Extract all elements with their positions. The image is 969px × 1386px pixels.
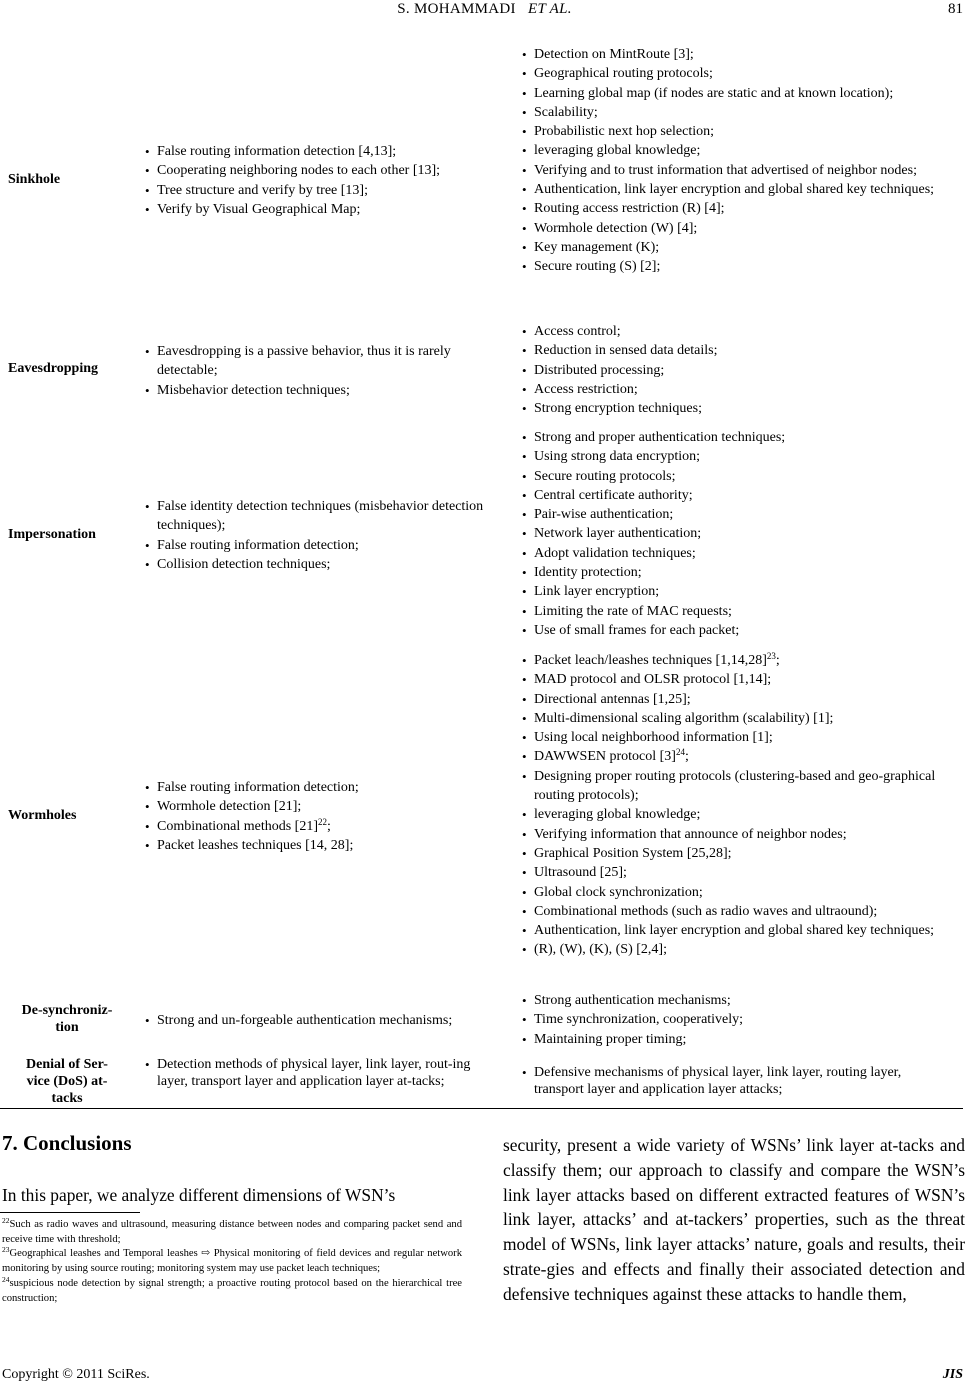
- list-item: • Reduction in sensed data details;: [522, 341, 952, 360]
- list-item: • Designing proper routing protocols (clustering-based and geo-graphical routing protocols);: [522, 767, 952, 806]
- attack-label-line: Denial of Ser-: [26, 1057, 108, 1072]
- page-number: 81: [948, 1, 963, 17]
- list-item: • Secure routing protocols;: [522, 467, 952, 486]
- list-item: • Access control;: [522, 322, 952, 341]
- footnote-text: suspicious node detection by signal strength; a proactive routing protocol based on the hierarchical tree construction;: [2, 1277, 462, 1304]
- footnote: [2, 1247, 462, 1276]
- list-item-tail: ;: [326, 818, 331, 834]
- list-item: • Verifying information that announce of neighbor nodes;: [522, 825, 952, 844]
- attack-label-text: Sinkhole: [8, 172, 61, 187]
- list-item-tail: ;: [775, 653, 780, 668]
- list-item: • False identity detection techniques (misbehavior detection techniques);: [145, 497, 500, 536]
- list-item: [145, 817, 500, 836]
- list-item: [522, 747, 952, 766]
- attack-label-wormholes: [8, 807, 126, 824]
- attack-label-line: vice (DoS) at-: [26, 1074, 108, 1089]
- list-item: • (R), (W), (K), (S) [2,4];: [522, 940, 952, 959]
- list-item: • Authentication, link layer encryption and global shared key techniques;: [522, 921, 952, 940]
- list-item: • Detection on MintRoute [3];: [522, 45, 952, 64]
- footnote-ref: 22: [317, 816, 327, 827]
- footnote: [2, 1218, 462, 1247]
- defense-list-desynchronization: [522, 991, 952, 1049]
- footnotes: [2, 1218, 462, 1306]
- attack-label-dos: [8, 1056, 126, 1107]
- journal-abbreviation: JIS: [942, 1367, 963, 1382]
- list-item: • Strong authentication mechanisms;: [522, 991, 952, 1010]
- list-item: • Scalability;: [522, 103, 952, 122]
- list-item: • Eavesdropping is a passive behavior, thus it is rarely detectable;: [145, 342, 500, 381]
- list-item-text: Combinational methods [21]: [157, 818, 318, 834]
- list-item: • Strong and proper authentication techniques;: [522, 428, 952, 447]
- list-item: • leveraging global knowledge;: [522, 141, 952, 160]
- footnote: [2, 1274, 462, 1306]
- section-heading: 7. Conclusions: [2, 1131, 132, 1155]
- list-item-tail: ;: [684, 749, 689, 765]
- detection-list-sinkhole: [145, 142, 500, 219]
- list-item: • Identity protection;: [522, 563, 952, 582]
- list-item: • Directional antennas [1,25];: [522, 690, 952, 709]
- body-paragraph-right: security, present a wide variety of WSNs’ link layer at-tacks and classify them; our approach to classify and compare the WSN’s link layer attacks based on different extracted features of WSN’s link layer, attacks’ and at-tackers’ properties, such as the threat model of WSNs, link layer attacks’ nature, goals and results, their strate-gies and effects and finally their associated detection and defensive techniques against these attacks to handle them,: [503, 1135, 965, 1304]
- copyright-notice: Copyright © 2011 SciRes.: [2, 1367, 150, 1382]
- list-item: • Wormhole detection (W) [4];: [522, 219, 952, 238]
- defense-list-dos: [522, 1064, 927, 1098]
- list-item: • Misbehavior detection techniques;: [145, 381, 500, 400]
- list-item: • Learning global map (if nodes are static and at known location);: [522, 84, 952, 103]
- list-item: • Central certificate authority;: [522, 486, 952, 505]
- defense-list-impersonation: [522, 428, 952, 640]
- list-item: • Combinational methods (such as radio waves and ultraound);: [522, 902, 952, 921]
- list-item: • Limiting the rate of MAC requests;: [522, 602, 952, 621]
- list-item-text: DAWWSEN protocol [3]: [534, 749, 676, 765]
- list-item: • False routing information detection;: [145, 778, 500, 797]
- list-item: • Global clock synchronization;: [522, 883, 952, 902]
- detection-list-wormholes: [145, 778, 500, 855]
- footnote-divider: [0, 1212, 140, 1213]
- list-item: • Link layer encryption;: [522, 582, 952, 601]
- list-item: • Graphical Position System [25,28];: [522, 844, 952, 863]
- list-item: • Verify by Visual Geographical Map;: [145, 200, 500, 219]
- footnote-number: 22: [2, 1216, 10, 1225]
- defense-list-sinkhole: [522, 45, 952, 277]
- list-item: • Tree structure and verify by tree [13];: [145, 181, 500, 200]
- attack-label-line: tacks: [51, 1091, 83, 1106]
- list-item: • Ultrasound [25];: [522, 863, 952, 882]
- footnote-number: 23: [2, 1245, 10, 1255]
- list-item: • Cooperating neighboring nodes to each other [13];: [145, 161, 500, 180]
- list-item: • Routing access restriction (R) [4];: [522, 199, 952, 218]
- detection-list-dos: [145, 1056, 500, 1090]
- list-item: • Adopt validation techniques;: [522, 544, 952, 563]
- footnote-number: 24: [2, 1274, 10, 1284]
- running-header: [0, 1, 969, 18]
- list-item: • Defensive mechanisms of physical layer, link layer, routing layer, transport layer and application layer attacks;: [522, 1064, 927, 1098]
- list-item: • Detection methods of physical layer, link layer, rout-ing layer, transport layer and application layer at-tacks;: [145, 1056, 500, 1090]
- list-item: • Multi-dimensional scaling algorithm (scalability) [1];: [522, 709, 952, 728]
- list-item: • Secure routing (S) [2];: [522, 257, 952, 276]
- list-item: • Maintaining proper timing;: [522, 1030, 952, 1049]
- footnote-ref: 23: [766, 651, 776, 661]
- list-item: • False routing information detection [4,13];: [145, 142, 500, 161]
- detection-list-desynchronization: [145, 1011, 500, 1030]
- list-item: • MAD protocol and OLSR protocol [1,14];: [522, 670, 952, 689]
- list-item: • Wormhole detection [21];: [145, 797, 500, 816]
- list-item: • leveraging global knowledge;: [522, 805, 952, 824]
- list-item: • Use of small frames for each packet;: [522, 621, 952, 640]
- attack-label-line: De-synchroniz-: [21, 1003, 113, 1018]
- list-item: • Verifying and to trust information that advertised of neighbor nodes;: [522, 161, 952, 180]
- list-item: • Time synchronization, cooperatively;: [522, 1010, 952, 1029]
- list-item: • Using local neighborhood information [1];: [522, 728, 952, 747]
- list-item: [522, 651, 952, 670]
- detection-list-eavesdropping: [145, 342, 500, 400]
- list-item: • False routing information detection;: [145, 536, 500, 555]
- attack-label-text: Eavesdropping: [8, 361, 98, 376]
- list-item: • Distributed processing;: [522, 361, 952, 380]
- attack-label-desynchronization: [8, 1002, 126, 1036]
- header-et-al: ET AL.: [528, 1, 572, 17]
- attack-label-text: Wormholes: [8, 808, 77, 823]
- list-item: • Strong and un-forgeable authentication mechanisms;: [145, 1011, 500, 1030]
- attack-label-impersonation: [8, 526, 126, 543]
- attack-label-text: Impersonation: [8, 527, 96, 542]
- list-item: • Probabilistic next hop selection;: [522, 122, 952, 141]
- footnote-text: Geographical leashes and Temporal leashes ⇨ Physical monitoring of field devices and regular network monitoring by using source routing; monitoring system may use packet leach techniques;: [2, 1248, 462, 1275]
- list-item: • Strong encryption techniques;: [522, 399, 952, 418]
- footnote-text: Such as radio waves and ultrasound, measuring distance between nodes and comparing packet send and receive time with threshold;: [2, 1219, 462, 1245]
- list-item: • Geographical routing protocols;: [522, 64, 952, 83]
- list-item: • Pair-wise authentication;: [522, 505, 952, 524]
- list-item: • Key management (K);: [522, 238, 952, 257]
- table-bottom-rule: [0, 1108, 963, 1109]
- defense-list-wormholes: [522, 651, 952, 960]
- list-item: • Collision detection techniques;: [145, 555, 500, 574]
- detection-list-impersonation: [145, 497, 500, 574]
- body-paragraph-left: In this paper, we analyze different dimensions of WSN’s: [2, 1185, 396, 1205]
- list-item: • Network layer authentication;: [522, 524, 952, 543]
- list-item: • Access restriction;: [522, 380, 952, 399]
- list-item-text: Packet leach/leashes techniques [1,14,28]: [534, 653, 767, 668]
- list-item: • Packet leashes techniques [14, 28];: [145, 836, 500, 855]
- attack-label-sinkhole: [8, 171, 126, 188]
- header-author: S. MOHAMMADI: [397, 1, 516, 17]
- list-item: • Authentication, link layer encryption and global shared key techniques;: [522, 180, 952, 199]
- attack-label-line: tion: [55, 1020, 79, 1035]
- list-item: • Using strong data encryption;: [522, 447, 952, 466]
- attack-label-eavesdropping: [8, 360, 126, 377]
- footnote-ref: 24: [675, 747, 685, 758]
- defense-list-eavesdropping: [522, 322, 952, 418]
